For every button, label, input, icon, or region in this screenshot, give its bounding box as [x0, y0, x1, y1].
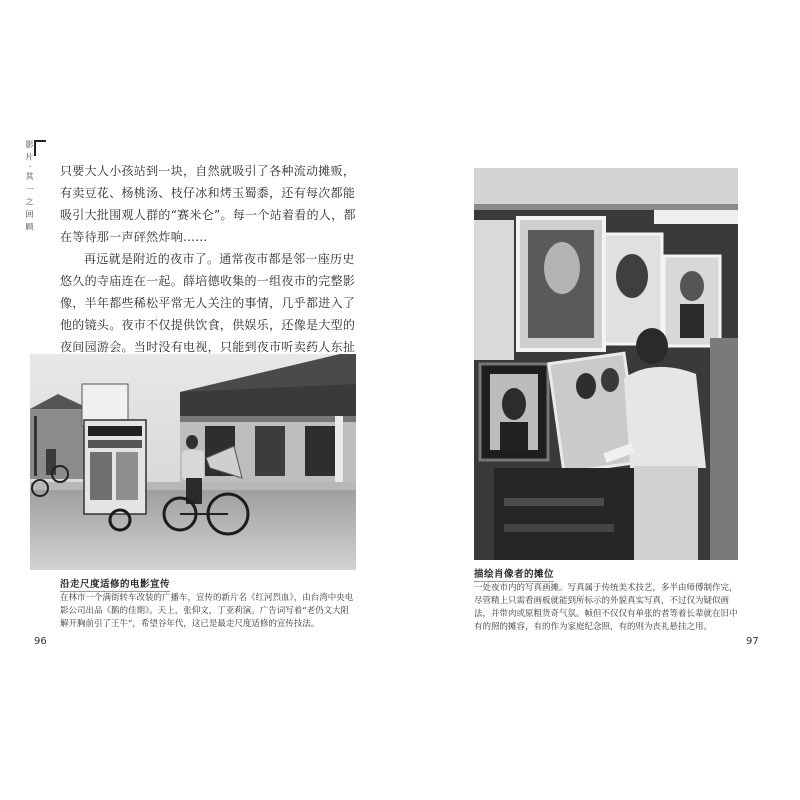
- body-paragraph-2: 再远就是附近的夜市了。通常夜市都是邻一座历史悠久的寺庙连在一起。薛培德收集的一组夜市的完整影像，半年都些稀松平常无人关注的事情，几乎都进入了他的镜头。夜市不仅提供饮食，供娱乐，还像是大型的夜间园游会。当时没有电视，只能到夜市听卖药人东扯: [60, 252, 356, 354]
- page-number-right: 97: [746, 636, 759, 647]
- left-caption-title: 沿走尺度适修的电影宣传: [60, 576, 170, 590]
- right-caption-body: 一处夜市内的写真画摊。写真属于传统美术技艺，多半由师傅制作完，尽管精上只需看画板就能到所标示的外貌真实写真，不过仅为疑似画法，并带肉或原粗货奇气氛。帧但不仅仅有单张的者等着长辈就在旧中有的照的摊容，有的作为家庭纪念照，有的则为丧礼悬挂之用。: [474, 583, 738, 632]
- chapter-mark-icon: [34, 140, 46, 156]
- body-paragraph-1: 只要大人小孩站到一块，自然就吸引了各种流动摊贩，有卖豆花、杨桃汤、枝仔冰和烤玉蜀黍，还有每次都能吸引大批围观人群的“赛米仑”。每一个站着看的人，都在等待那一声砰然炸响……: [60, 164, 356, 244]
- left-caption-body: 在林市一个满街转车改装的广播车，宣传的新片名《红河烈血》，由台湾中央电影公司出品《鹅的佳期》。天上，张仰文，丁亚莉演。广告词写着“老仍文大阻解开胸前引了王牛”，希望谷年代，这已是最走尺度适修的宣传技法。: [60, 593, 354, 629]
- left-body-text: [60, 160, 356, 380]
- running-head: [25, 140, 46, 232]
- running-head-text: 影 片 · 其 一 之 回 顾: [25, 140, 34, 232]
- right-caption-title: 描绘肖像者的摊位: [474, 566, 554, 580]
- page-number-left: 96: [34, 636, 47, 647]
- left-photo-broadcast-bicycle: [30, 354, 356, 570]
- right-photo-portrait-painter: [474, 168, 738, 560]
